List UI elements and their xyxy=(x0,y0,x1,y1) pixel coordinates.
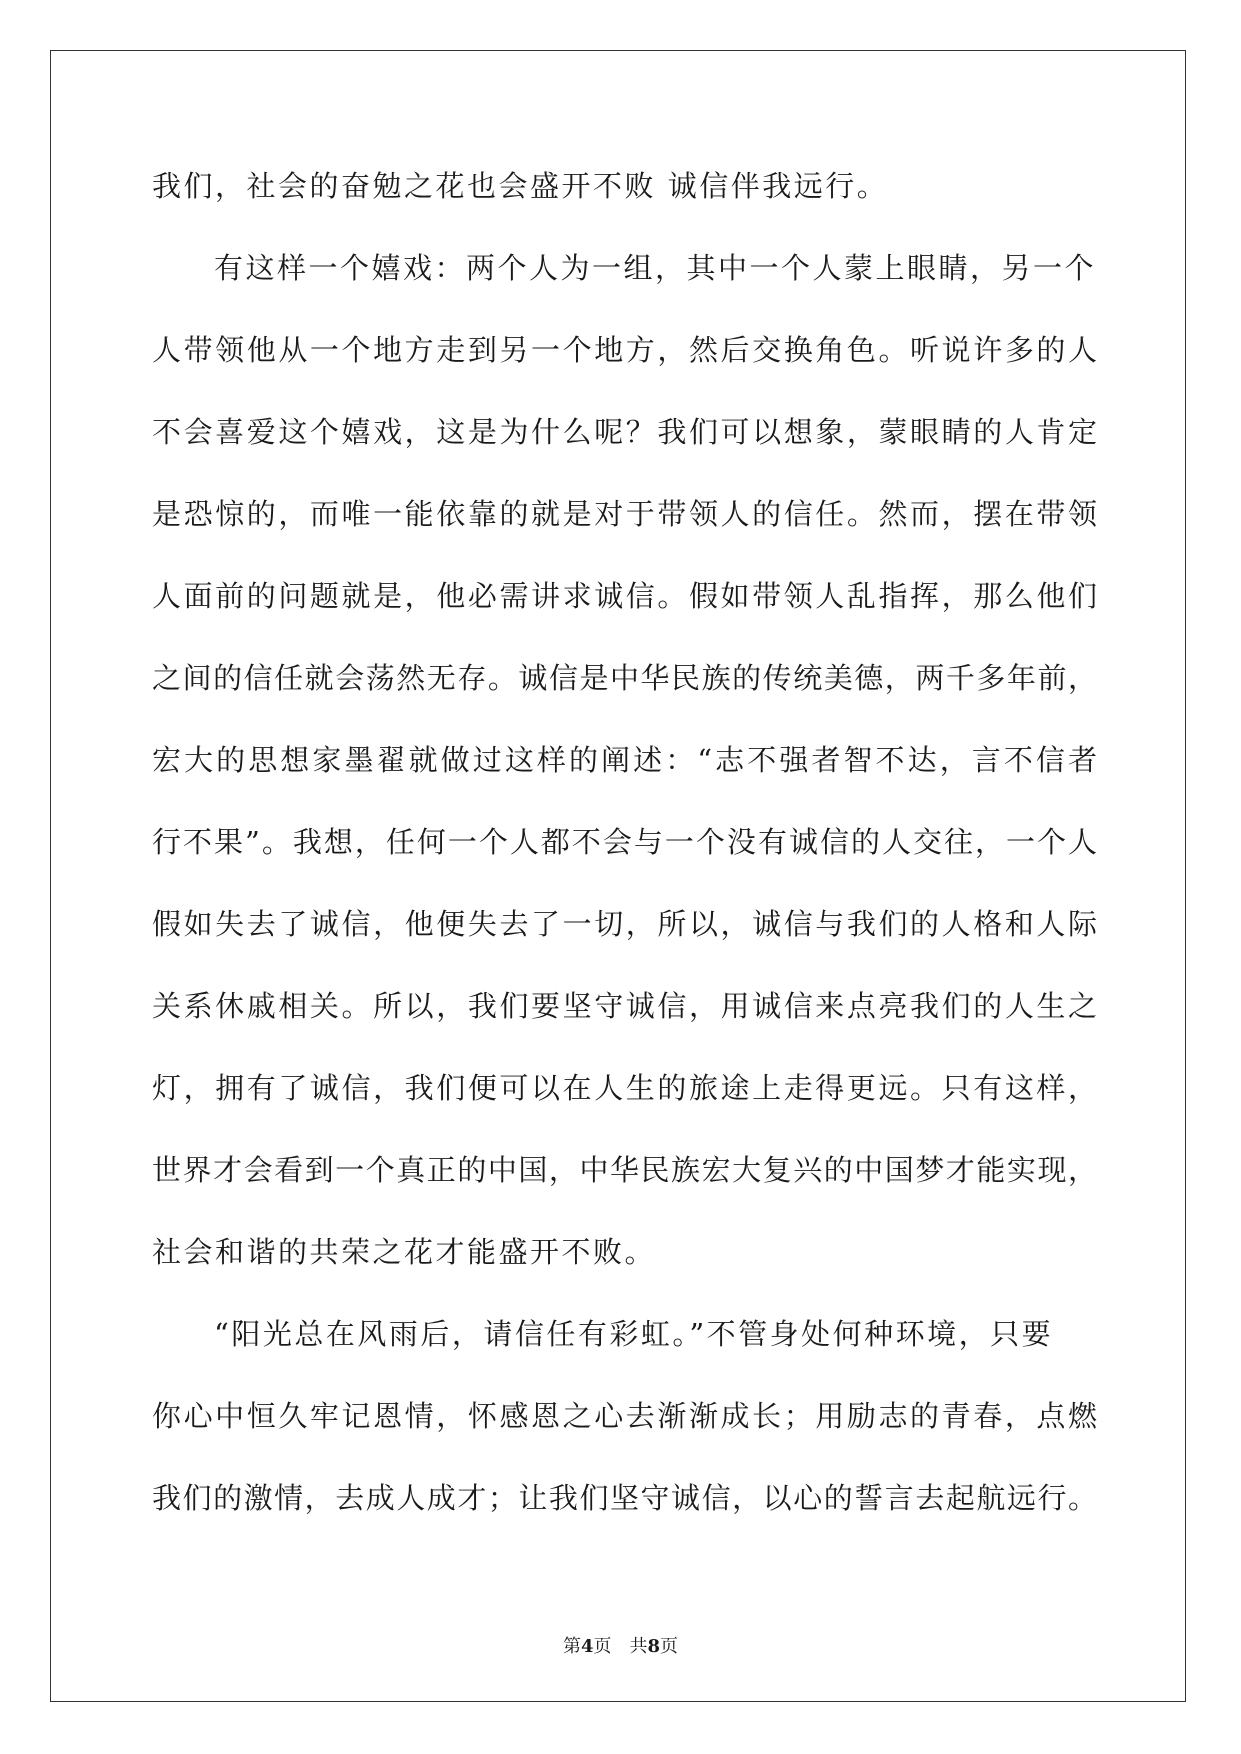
footer-mid: 页 共 xyxy=(593,1636,648,1657)
text-line-10: 假如失去了诚信，他便失去了一切，所以，诚信与我们的人格和人际 xyxy=(152,907,1097,941)
document-body xyxy=(152,145,1097,1539)
text-line-16: 你心中恒久牢记恩情，怀感恩之心去渐渐成长；用励志的青春，点燃 xyxy=(152,1399,1097,1433)
text-line-4: 不会喜爱这个嬉戏，这是为什么呢？我们可以想象，蒙眼睛的人肯定 xyxy=(152,415,1097,449)
text-line-7: 之间的信任就会荡然无存。诚信是中华民族的传统美德，两千多年前， xyxy=(152,661,1097,695)
text-line-6: 人面前的问题就是，他必需讲求诚信。假如带领人乱指挥，那么他们 xyxy=(152,579,1097,613)
text-line-11: 关系休戚相关。所以，我们要坚守诚信，用诚信来点亮我们的人生之 xyxy=(152,989,1097,1023)
text-line-3: 人带领他从一个地方走到另一个地方，然后交换角色。听说许多的人 xyxy=(152,333,1097,367)
footer-suffix: 页 xyxy=(660,1636,679,1657)
footer-prefix: 第 xyxy=(562,1636,581,1657)
text-line-1: 我们，社会的奋勉之花也会盛开不败 诚信伴我远行。 xyxy=(152,169,889,203)
text-line-17: 我们的激情，去成人成才；让我们坚守诚信，以心的誓言去起航远行。 xyxy=(152,1481,1097,1515)
text-line-5: 是恐惊的，而唯一能依靠的就是对于带领人的信任。然而，摆在带领 xyxy=(152,497,1097,531)
text-line-12: 灯，拥有了诚信，我们便可以在人生的旅途上走得更远。只有这样， xyxy=(152,1071,1097,1105)
text-line-8: 宏大的思想家墨翟就做过这样的阐述：“志不强者智不达，言不信者 xyxy=(152,743,1097,777)
text-line-2: 有这样一个嬉戏：两个人为一组，其中一个人蒙上眼睛，另一个 xyxy=(214,251,1097,285)
total-page-number: 8 xyxy=(647,1636,661,1657)
text-line-14: 社会和谐的共荣之花才能盛开不败。 xyxy=(152,1235,657,1269)
page-footer xyxy=(0,1632,1241,1658)
text-line-9: 行不果”。我想，任何一个人都不会与一个没有诚信的人交往，一个人 xyxy=(152,825,1097,859)
text-line-13: 世界才会看到一个真正的中国，中华民族宏大复兴的中国梦才能实现， xyxy=(152,1153,1097,1187)
current-page-number: 4 xyxy=(580,1636,594,1657)
text-line-15: “阳光总在风雨后，请信任有彩虹。”不管身处何种环境，只要 xyxy=(214,1317,1054,1351)
